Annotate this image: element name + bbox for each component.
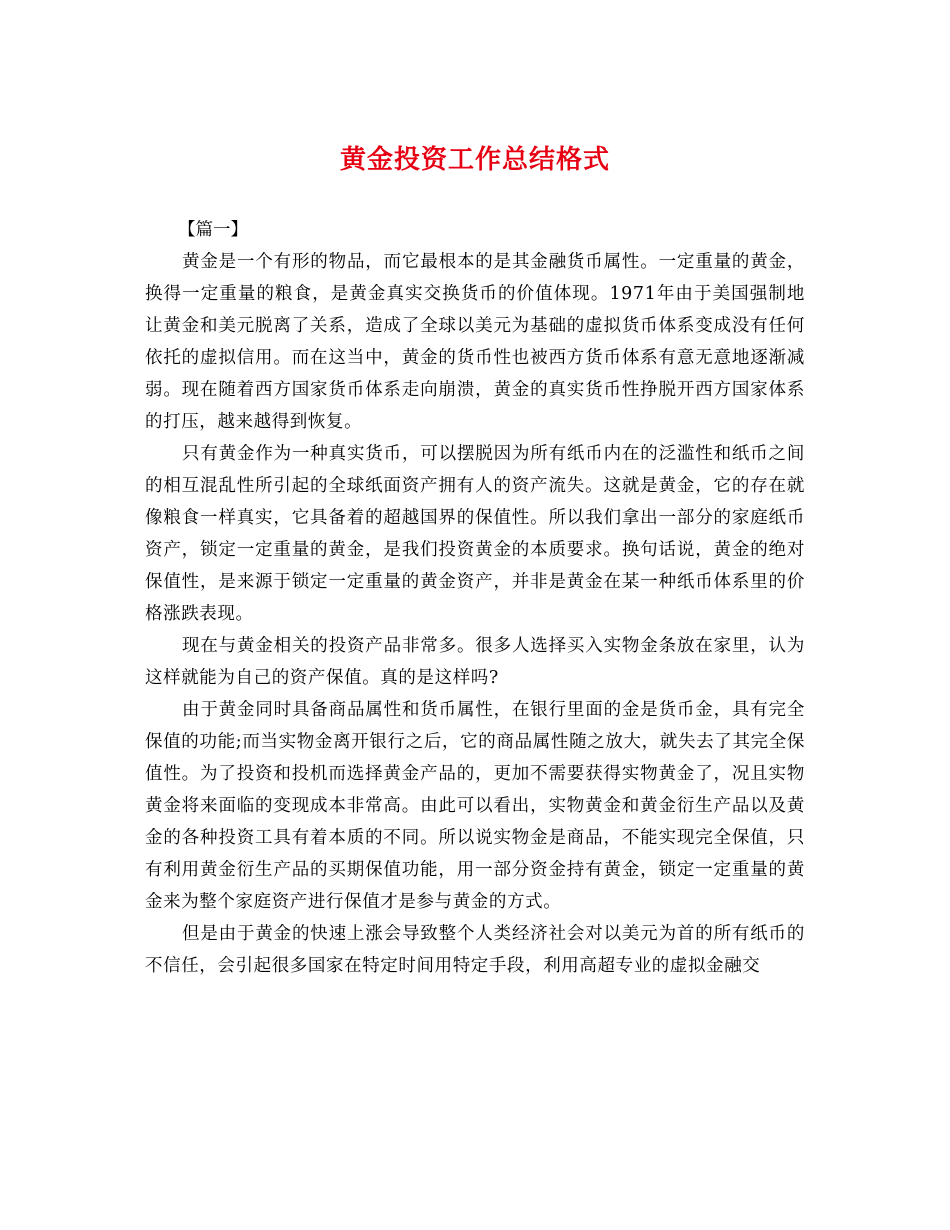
paragraph-1: 黄金是一个有形的物品，而它最根本的是其金融货币属性。一定重量的黄金，换得一定重量的粮食，是黄金真实交换货币的价值体现。1971年由于美国强制地让黄金和美元脱离了关系，造成了全球以美元为基础的虚拟货币体系变成没有任何依托的虚拟信用。而在这当中，黄金的货币性也被西方货币体系有意无意地逐渐减弱。现在随着西方国家货币体系走向崩溃，黄金的真实货币性挣脱开西方国家体系的打压，越来越得到恢复。	[145, 252, 805, 432]
section-label: 【篇一】	[178, 220, 248, 240]
document-title: 黄金投资工作总结格式	[339, 145, 610, 175]
paragraph-5: 但是由于黄金的快速上涨会导致整个人类经济社会对以美元为首的所有纸币的不信任，会引起很多国家在特定时间用特定手段，利用高超专业的虚拟金融交	[145, 924, 805, 976]
paragraph-4: 由于黄金同时具备商品属性和货币属性，在银行里面的金是货币金，具有完全保值的功能;而当实物金离开银行之后，它的商品属性随之放大，就失去了其完全保值性。为了投资和投机而选择黄金产品的，更加不需要获得实物黄金了，况且实物黄金将来面临的变现成本非常高。由此可以看出，实物黄金和黄金衍生产品以及黄金的各种投资工具有着本质的不同。所以说实物金是商品，不能实现完全保值，只有利用黄金衍生产品的买期保值功能，用一部分资金持有黄金，锁定一定重量的黄金来为整个家庭资产进行保值才是参与黄金的方式。	[145, 700, 805, 912]
paragraph-3: 现在与黄金相关的投资产品非常多。很多人选择买入实物金条放在家里，认为这样就能为自己的资产保值。真的是这样吗?	[145, 636, 805, 688]
document-body	[145, 214, 805, 982]
paragraph-2: 只有黄金作为一种真实货币，可以摆脱因为所有纸币内在的泛滥性和纸币之间的相互混乱性所引起的全球纸面资产拥有人的资产流失。这就是黄金，它的存在就像粮食一样真实，它具备着的超越国界的保值性。所以我们拿出一部分的家庭纸币资产，锁定一定重量的黄金，是我们投资黄金的本质要求。换句话说，黄金的绝对保值性，是来源于锁定一定重量的黄金资产，并非是黄金在某一种纸币体系里的价格涨跌表现。	[145, 444, 805, 624]
